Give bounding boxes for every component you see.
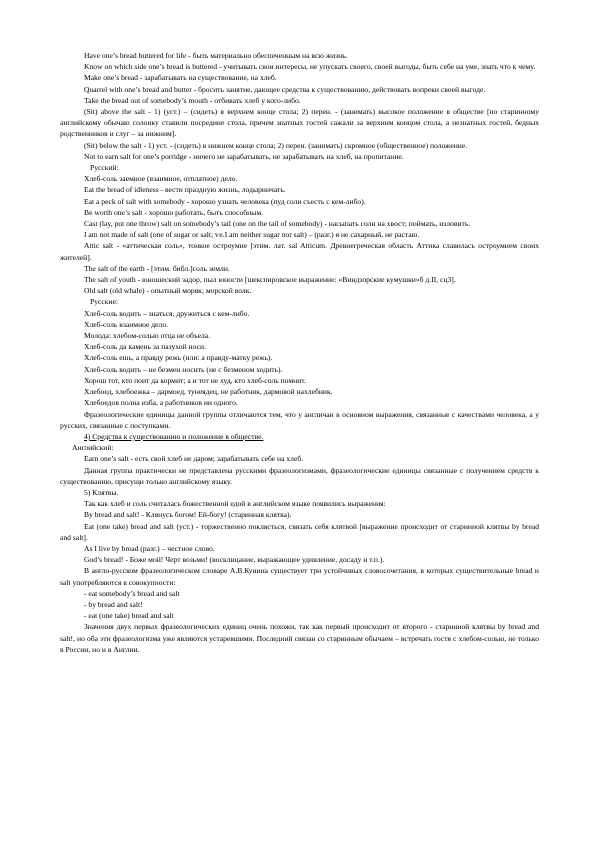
paragraph: Хлеб-соль ешь, а правду режь (или: а правду-матку режь). xyxy=(84,353,273,363)
paragraph: Be worth one’s salt - хорошо работать, быть способным. xyxy=(84,207,264,217)
paragraph: Хлебоедов полна изба, а работников ни одного. xyxy=(84,398,238,408)
paragraph: Know on which side one’s bread is buttered - учитывать свои интересы, не упускать своего, своей выгоды, быть себе на уме, знать что к чему. xyxy=(84,62,536,72)
paragraph: Данная группа практически не представлена русскими фразеологизмами, фразеологические единицы связанные с получением средств к существованию, присущи только английскому языку. xyxy=(60,465,539,486)
paragraph: Английский: xyxy=(72,443,114,453)
paragraph: - eat (one take) bread and salt xyxy=(84,611,174,621)
paragraph: Not to earn salt for one’s porridge - ничего не зарабатывать, не зарабатывать на хлеб, на пропитание. xyxy=(84,151,404,161)
paragraph: Attic salt - «аттическая соль», тонкое остроумие [этим. лат. sal Atticum. Древнегреческая область Аттика славилась остроумием своих жителей]. xyxy=(60,241,539,262)
paragraph: Русский: xyxy=(90,163,119,173)
paragraph: Хлеб-соль водить – не безмен носить (не с безменом ходить). xyxy=(84,364,283,374)
paragraph: (Sit) above the salt - 1) (уст.) – (сидеть) в верхнем конце стола; 2) перен. - (занимать) высокое положение в обществе [по старинному английскому обычаю солонку ставили посредине стола, причем знатных гостей сажали за верхним концом стола, а незнатных гостей, бедных родственников и слуг – за нижним]. xyxy=(60,107,539,139)
paragraph: Хлеб-соль водить – знаться, дружиться с кем-либо. xyxy=(84,308,250,318)
paragraph: - eat somebody’s bread and salt xyxy=(84,588,180,598)
paragraph: The salt of youth - юношеский задор, пыл юности [шекспировское выражение: «Виндзорские кумушки»б д.II, сц3]. xyxy=(84,275,456,285)
paragraph: By bread and salt! - Клянусь богом! Ей-богу! (старинная клятва). xyxy=(84,510,292,520)
paragraph: Have one’s bread buttered for life - быть материально обеспеченным на всю жизнь. xyxy=(84,51,348,60)
paragraph: Хлеб-соль заемное (взаимное, отплатное) дело. xyxy=(84,174,238,184)
paragraph: God’s bread! - Боже мой! Черт возьми! (восклицание, выражающее удивление, досаду и т.п.). xyxy=(84,555,385,565)
paragraph: Хлеб-соль взаимное дело. xyxy=(84,319,169,329)
paragraph: (Sit) below the salt - 1) уст. - (сидеть) в нижнем конце стола; 2) перен. (занимать) скромное (общественное) положение. xyxy=(84,140,468,150)
paragraph: Хлеб-соль да камень за пазухой носи. xyxy=(84,342,206,352)
paragraph: Eat the bread of idleness - вести праздную жизнь, лодырничать. xyxy=(84,185,286,195)
paragraph: Так как хлеб и соль считалась божественной едой в английском языке появились выражения: xyxy=(84,499,386,509)
paragraph: Русские: xyxy=(90,297,118,307)
paragraph: Хлебоед, хлебоежка – дармоед, тунеядец, не работник, дармовой нахлебник. xyxy=(84,387,333,397)
paragraph: Eat (one take) bread and salt (уст.) - торжественно поклясться, связать себя клятвой [выражение происходит от старинной клятвы by bread and salt]. xyxy=(60,521,539,542)
paragraph: Make one’s bread - зарабатывать на существование, на хлеб. xyxy=(84,73,277,83)
paragraph: 5) Клятвы. xyxy=(84,487,119,497)
paragraph: The salt of the earth - [этим. библ.]соль земли. xyxy=(84,263,230,273)
paragraph: Eat a peck of salt with somebody - хорошо узнать человека (пуд соли съесть с кем-либо). xyxy=(84,196,366,206)
paragraph: В англо-русском фразеологическом словаре А.В.Кунина существует три устойчивых словосочетания, в которых существительные bread и salt употребляются в совокупности: xyxy=(60,566,539,587)
paragraph: Earn one’s salt - есть свой хлеб не даром; зарабатывать себе на хлеб. xyxy=(84,454,304,464)
paragraph: As I live by bread (разг.) – честное слово. xyxy=(84,543,215,553)
paragraph: Take the bread out of somebody’s mouth - отбивать хлеб у кого-либо. xyxy=(84,95,301,105)
paragraph: Хорош тот, кто поит да кормит; а и тот не худ, кто хлеб-соль помнит. xyxy=(84,375,306,385)
paragraph: Значения двух первых фразеологических единиц очень похожи, так как первый происходит от второго - старинной клятвы by bread and salt!, но оба эти фразеологизма уже являются устаревшими. Последний связан со старинным обычаем – встречать гостя с хлебом-солью, не только в России, но и в Англии. xyxy=(60,622,539,654)
paragraph: Quarrel with one’s bread and butter - бросить занятие, дающее средства к существованию, действовать вопреки своей выгоде. xyxy=(84,84,486,94)
paragraph: I am not made of salt (one of sugar or salt; ѵе.I am neither sugar nor salt) – (разг.) я не сахарный, не растаю. xyxy=(84,230,420,240)
paragraph: - by bread and salt! xyxy=(84,599,143,609)
paragraph: Молода: хлебом-солью отца не объела. xyxy=(84,331,211,341)
paragraph: 4) Средства к существованию и положение в обществе. xyxy=(84,431,264,441)
paragraph: Фразеологические единицы данной группы отличаются тем, что у англичан в основном выражения, связанные с качествами человека, а у русских, связанные с поступками. xyxy=(60,409,539,430)
paragraph: Cast (lay, put one throw) salt on somebody’s tail (one on the tail of somebody) - насыпать соли на хвост; поймать, изловить. xyxy=(84,219,471,229)
paragraph: Old salt (old whale) - опытный моряк; морской волк. xyxy=(84,286,252,296)
